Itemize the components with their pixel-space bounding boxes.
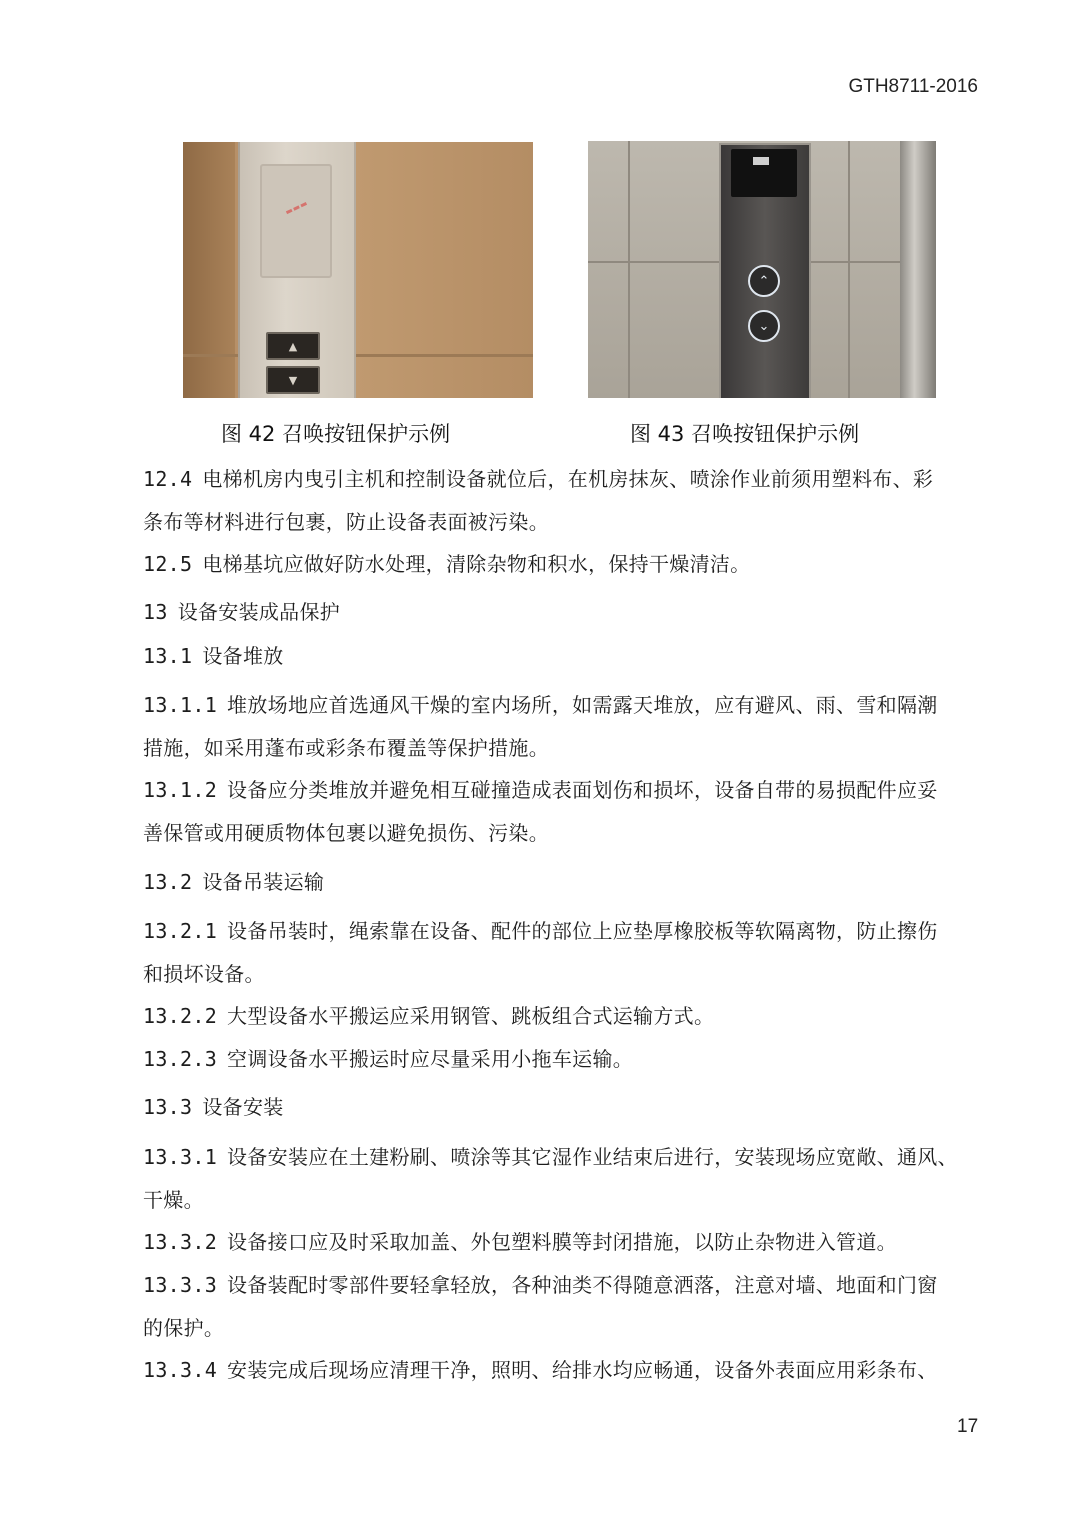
subsection-heading: 13.3 设备安装 (143, 1095, 284, 1119)
figure-43-photo (588, 141, 936, 398)
protective-cover (260, 164, 332, 278)
text-line: 12.5 电梯基坑应做好防水处理，清除杂物和积水，保持干燥清洁。 (143, 552, 751, 576)
wall-joint (183, 354, 533, 357)
text-line: 措施，如采用蓬布或彩条布覆盖等保护措施。 (143, 736, 549, 760)
section-heading: 13 设备安装成品保护 (143, 600, 341, 624)
text-line: 13.2.2 大型设备水平搬运应采用钢管、跳板组合式运输方式。 (143, 1004, 715, 1028)
figure-43-caption: 图 43 召唤按钮保护示例 (630, 422, 860, 446)
door-jamb (183, 142, 235, 398)
text-line: 条布等材料进行包裹，防止设备表面被污染。 (143, 510, 549, 534)
text-line: 13.1.2 设备应分类堆放并避免相互碰撞造成表面划伤和损坏，设备自带的易损配件应妥 (143, 778, 938, 802)
door-frame (900, 141, 936, 398)
text-line: 12.4 电梯机房内曳引主机和控制设备就位后，在机房抹灰、喷涂作业前须用塑料布、彩 (143, 467, 934, 491)
up-arrow-icon: ▲ (266, 332, 320, 360)
document-code: GTH8711-2016 (848, 76, 978, 97)
text-line: 13.3.3 设备装配时零部件要轻拿轻放，各种油类不得随意洒落，注意对墙、地面和门窗 (143, 1273, 938, 1297)
text-line: 13.2.3 空调设备水平搬运时应尽量采用小拖车运输。 (143, 1047, 634, 1071)
figure-42-photo (183, 142, 533, 398)
tile-joint (848, 141, 850, 398)
text-line: 13.3.2 设备接口应及时采取加盖、外包塑料膜等封闭措施，以防止杂物进入管道。 (143, 1230, 897, 1254)
subsection-heading: 13.1 设备堆放 (143, 644, 284, 668)
text-line: 善保管或用硬质物体包裹以避免损伤、污染。 (143, 821, 549, 845)
text-line: 13.1.1 堆放场地应首选通风干燥的室内场所，如需露天堆放，应有避风、雨、雪和隔潮 (143, 693, 938, 717)
down-chevron-icon: ⌄ (748, 310, 780, 342)
call-button-plate (238, 142, 356, 398)
text-line: 13.2.1 设备吊装时，绳索靠在设备、配件的部位上应垫厚橡胶板等软隔离物，防止擦伤 (143, 919, 938, 943)
text-line: 13.3.4 安装完成后现场应清理干净，照明、给排水均应畅通，设备外表面应用彩条布、 (143, 1358, 938, 1382)
tile-joint (628, 141, 630, 398)
call-button-panel (719, 143, 811, 398)
page-number: 17 (957, 1416, 979, 1437)
floor-indicator (286, 202, 312, 225)
text-line: 和损坏设备。 (143, 962, 265, 986)
floor-display (731, 149, 797, 197)
text-line: 的保护。 (143, 1316, 225, 1340)
display-glyph (753, 157, 769, 165)
down-arrow-icon: ▼ (266, 366, 320, 394)
subsection-heading: 13.2 设备吊装运输 (143, 870, 325, 894)
text-line: 干燥。 (143, 1188, 204, 1212)
text-line: 13.3.1 设备安装应在土建粉刷、喷涂等其它湿作业结束后进行，安装现场应宽敞、通风、 (143, 1145, 958, 1169)
figure-42-caption: 图 42 召唤按钮保护示例 (221, 422, 451, 446)
up-chevron-icon: ⌃ (748, 265, 780, 297)
